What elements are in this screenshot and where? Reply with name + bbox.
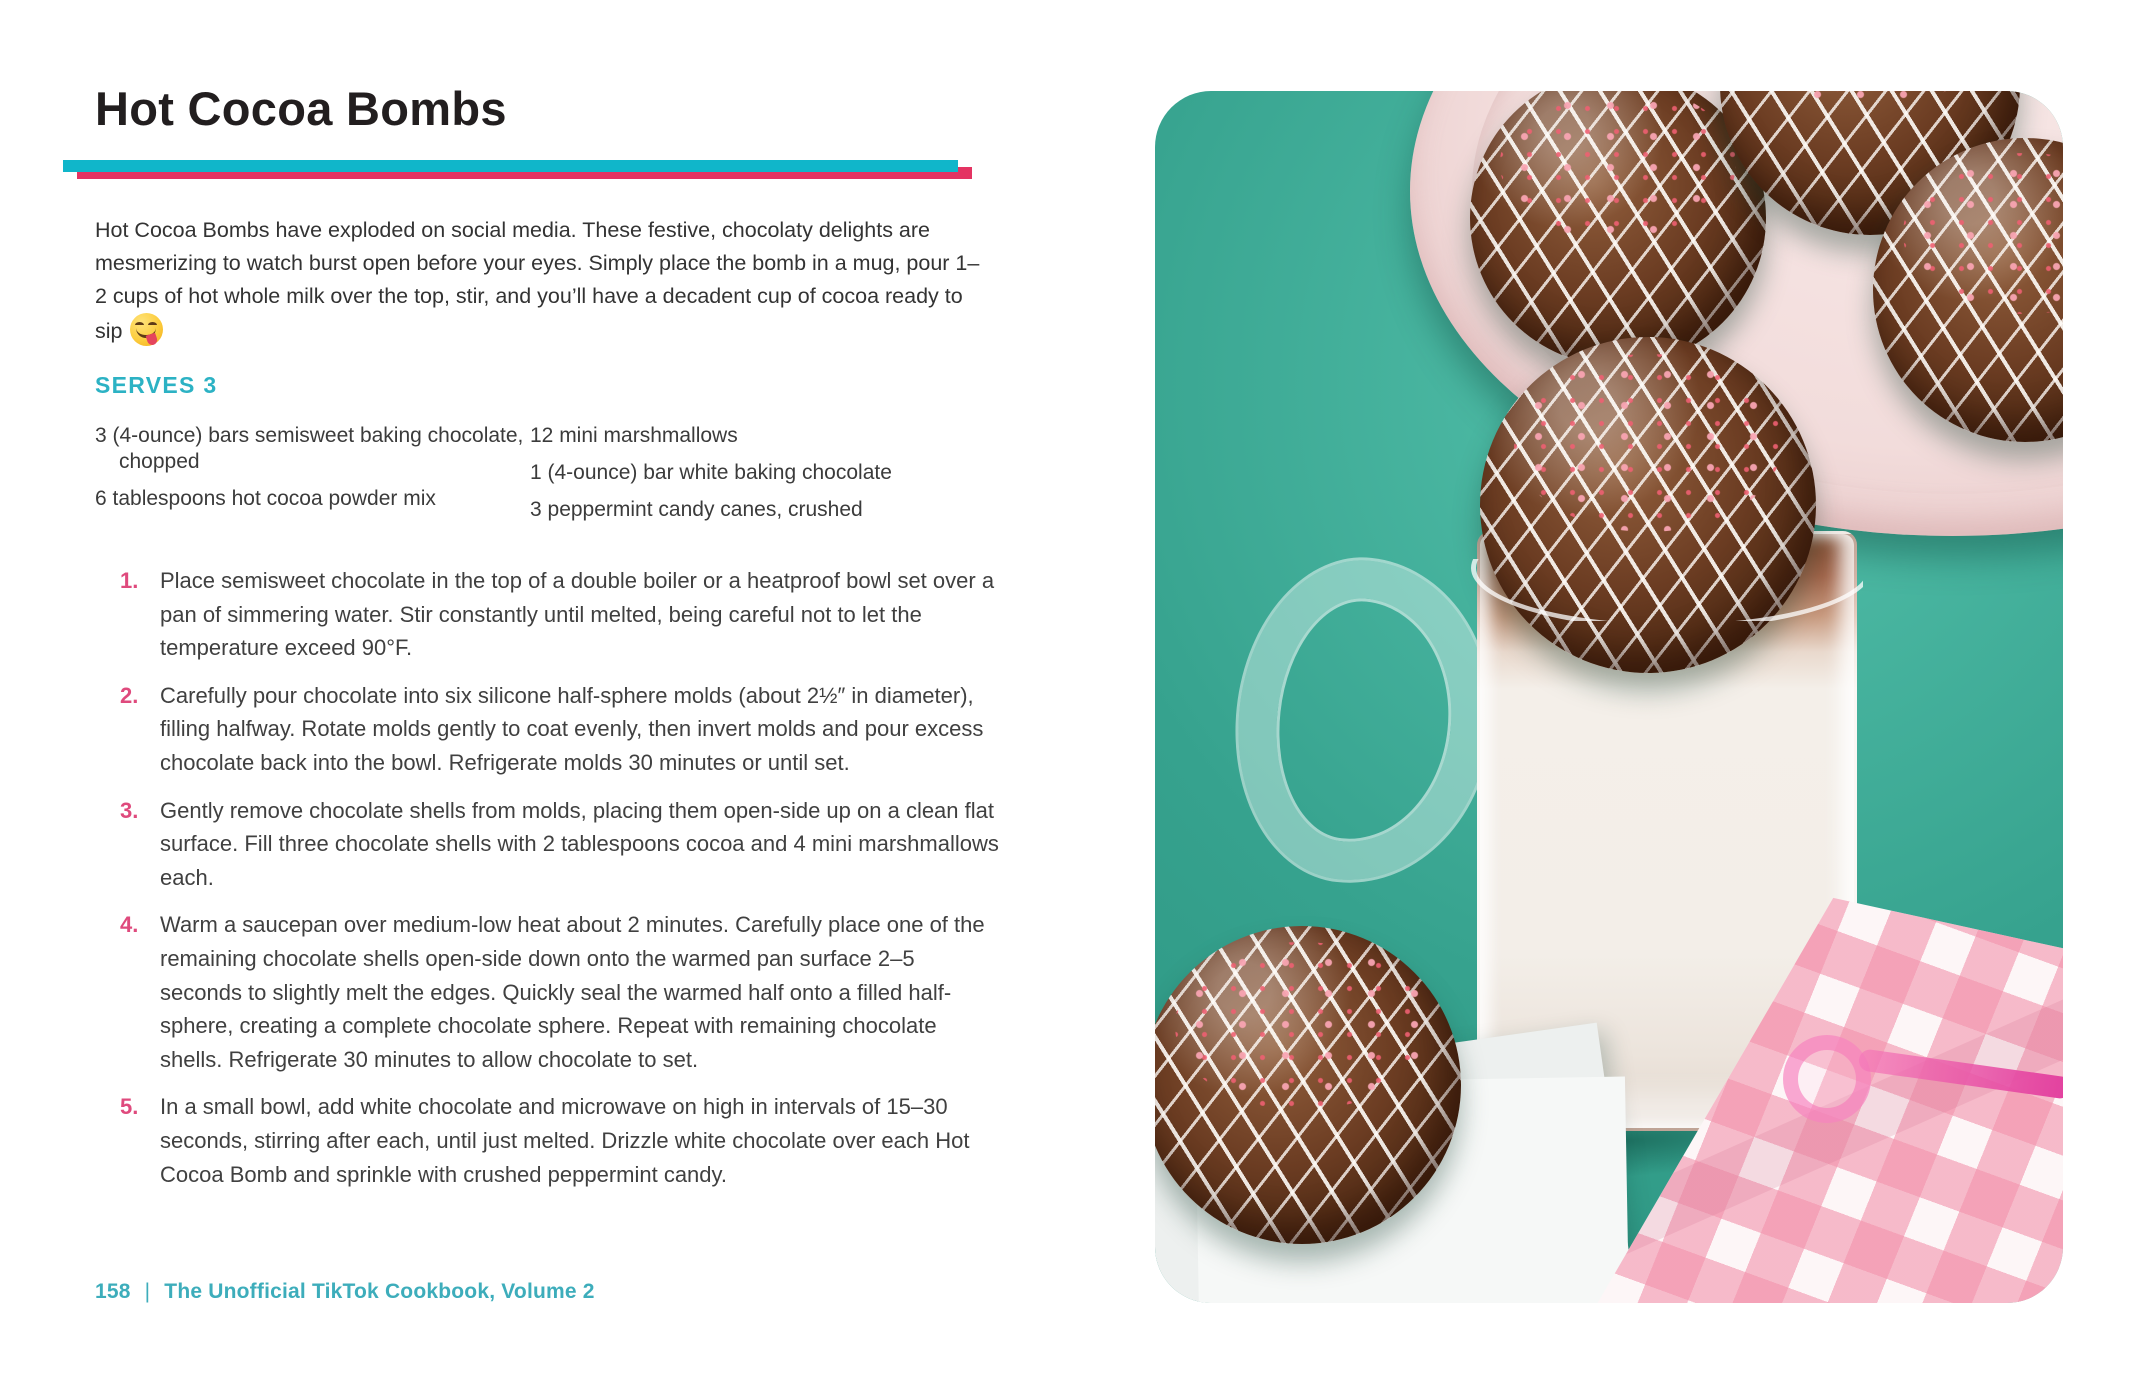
emoji-tongue: [146, 333, 159, 347]
intro-paragraph: [95, 214, 987, 348]
glass-mug-rim: [1471, 559, 1863, 621]
step-item: [95, 564, 1000, 665]
underline-teal-bar: [63, 160, 958, 172]
step-number: 2.: [120, 682, 139, 708]
ingredient-item: 1 (4-ounce) bar white baking chocolate: [530, 461, 892, 484]
page-number: 158: [95, 1280, 131, 1303]
step-text: Gently remove chocolate shells from molds, placing them open-side up on a clean flat surface. Fill three chocolate shells with 2 tablespoons cocoa and 4 mini marshmallows each.: [160, 797, 999, 890]
ingredient-item: 12 mini marshmallows: [530, 424, 738, 447]
step-number: 5.: [120, 1094, 139, 1120]
intro-text: Hot Cocoa Bombs have exploded on social media. These festive, chocolaty delights are mesmerizing to watch burst open before your eyes. Simply place the bomb in a mug, pour 1–2 cups of hot whole milk over the top, stir, and you’ll have a decadent cup of cocoa ready to sip: [95, 218, 980, 343]
foreground-cocoa-bomb: [1155, 926, 1461, 1244]
step-item: [95, 794, 1000, 895]
serves-label: SERVES 3: [95, 372, 218, 398]
step-text: In a small bowl, add white chocolate and microwave on high in intervals of 15–30 seconds, stirring after each, until just melted. Drizzle white chocolate over each Hot Cocoa Bomb and sprinkle with crushed peppermint candy.: [160, 1094, 970, 1187]
step-text: Carefully pour chocolate into six silicone half-sphere molds (about 2½″ in diameter), filling halfway. Rotate molds gently to coat evenly, then invert molds and pour excess chocolate back into the bowl. Refrigerate molds 30 minutes or until set.: [160, 682, 984, 775]
step-text: Place semisweet chocolate in the top of a double boiler or a heatproof bowl set over a pan of simmering water. Stir constantly until melted, being careful not to let the temperature exceed 90°F.: [160, 568, 995, 661]
footer-divider: |: [144, 1280, 151, 1303]
ingredients-column-2: [530, 423, 1010, 534]
recipe-title: Hot Cocoa Bombs: [95, 82, 507, 135]
steps-list: [95, 564, 1000, 1191]
face-savoring-food-emoji: [130, 313, 163, 346]
step-text: Warm a saucepan over medium-low heat about 2 minutes. Carefully place one of the remaining chocolate shells open-side down onto the warmed pan surface 2–5 seconds to slightly melt the edges. Quickly seal the warmed half onto a filled half-sphere, creating a complete chocolate sphere. Repeat with remaining chocolate shells. Refrigerate 30 minutes to allow chocolate to set.: [160, 912, 985, 1072]
title-underline: [95, 160, 1005, 182]
ingredient-item: 6 tablespoons hot cocoa powder mix: [95, 487, 436, 510]
step-item: [95, 679, 1000, 780]
ingredient-item: 3 peppermint candy canes, crushed: [530, 498, 863, 521]
ingredients-column-1: [95, 423, 530, 534]
page-footer: [95, 1280, 595, 1304]
step-number: 4.: [120, 912, 139, 938]
book-title: The Unofficial TikTok Cookbook, Volume 2: [164, 1280, 595, 1303]
recipe-photo: [1155, 91, 2063, 1303]
ingredient-item: 3 (4-ounce) bars semisweet baking chocolate, chopped: [95, 424, 524, 473]
step-item: [95, 1090, 1000, 1191]
glass-mug-handle: [1223, 549, 1505, 893]
step-number: 1.: [120, 568, 139, 593]
step-item: [95, 908, 1000, 1076]
ingredients-list: [95, 423, 1020, 534]
cocoa-bomb-in-mug: [1480, 337, 1816, 673]
recipe-text-column: [95, 0, 1020, 1205]
step-number: 3.: [120, 797, 139, 823]
pink-spoon-bowl: [1783, 1035, 1871, 1123]
